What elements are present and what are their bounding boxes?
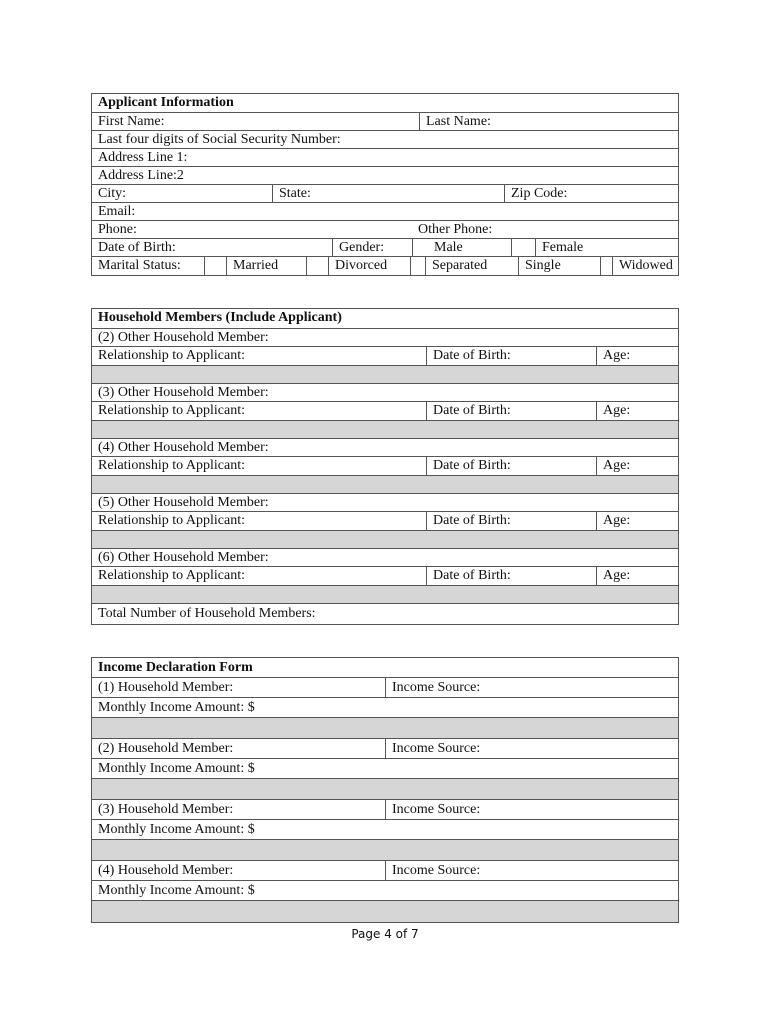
shaded-separator [92,531,678,549]
date-of-birth-field[interactable]: Date of Birth: [98,240,176,255]
income-member-row [92,678,678,698]
name-row [92,113,678,131]
shaded-separator [92,421,678,439]
household-member-field[interactable]: (3) Household Member: [98,802,234,817]
household-member-field[interactable]: (1) Household Member: [98,680,234,695]
relationship-field[interactable]: Relationship to Applicant: [98,403,245,418]
phone-row [92,221,678,239]
page-number: Page 4 of 7 [351,927,419,941]
income-source-field[interactable]: Income Source: [385,800,680,819]
separated-checkbox[interactable] [410,257,425,275]
monthly-income-row [92,881,678,901]
relationship-field[interactable]: Relationship to Applicant: [98,348,245,363]
member-age-field[interactable]: Age: [596,512,680,530]
address-line-2-field[interactable]: Address Line:2 [98,168,184,183]
city-state-zip-row [92,185,678,203]
shaded-separator [92,779,678,800]
income-member-row [92,861,678,881]
household-member-row [92,439,678,457]
household-member-field[interactable]: (4) Other Household Member: [98,440,269,455]
email-field[interactable]: Email: [98,204,136,219]
member-dob-field[interactable]: Date of Birth: [426,347,596,365]
marital-status-row [92,257,678,275]
male-label: Male [434,240,463,255]
monthly-income-field[interactable]: Monthly Income Amount: $ [98,700,255,715]
household-member-row [92,329,678,347]
relationship-row [92,402,678,421]
total-household-members-field[interactable]: Total Number of Household Members: [98,606,316,621]
monthly-income-row [92,820,678,840]
female-label: Female [535,239,684,256]
income-header-row [92,658,678,678]
single-checkbox[interactable] [600,257,612,275]
address1-row [92,149,678,167]
relationship-field[interactable]: Relationship to Applicant: [98,568,245,583]
ssn-field[interactable]: Last four digits of Social Security Number: [98,132,341,147]
applicant-header-row [92,94,678,113]
member-age-field[interactable]: Age: [596,457,680,475]
member-dob-field[interactable]: Date of Birth: [426,402,596,420]
gender-label: Gender: [332,239,412,256]
male-checkbox[interactable] [412,239,428,256]
income-source-field[interactable]: Income Source: [385,678,680,697]
phone-field[interactable]: Phone: [98,222,137,237]
household-member-field[interactable]: (2) Other Household Member: [98,330,269,345]
shaded-separator [92,366,678,384]
separated-label: Separated [425,257,518,275]
household-section-title: Household Members (Include Applicant) [98,310,342,325]
relationship-field[interactable]: Relationship to Applicant: [98,513,245,528]
shaded-separator [92,840,678,861]
member-age-field[interactable]: Age: [596,567,680,585]
income-member-row [92,739,678,759]
dob-gender-row [92,239,678,257]
zip-code-field[interactable]: Zip Code: [504,185,680,202]
member-age-field[interactable]: Age: [596,347,680,365]
household-member-field[interactable]: (6) Other Household Member: [98,550,269,565]
relationship-row [92,567,678,586]
city-field[interactable]: City: [98,186,127,201]
relationship-row [92,347,678,366]
marital-status-label: Marital Status: [98,258,181,273]
household-member-row [92,494,678,512]
widowed-label: Widowed [612,257,680,275]
household-member-field[interactable]: (2) Household Member: [98,741,234,756]
income-section-title: Income Declaration Form [98,660,253,675]
female-checkbox[interactable] [511,239,535,256]
address-line-1-field[interactable]: Address Line 1: [98,150,188,165]
household-member-field[interactable]: (5) Other Household Member: [98,495,269,510]
member-age-field[interactable]: Age: [596,402,680,420]
total-members-row [92,604,678,624]
email-row [92,203,678,221]
household-header-row [92,309,678,329]
income-declaration-table [91,657,679,923]
applicant-information-table [91,93,679,276]
income-source-field[interactable]: Income Source: [385,861,680,880]
last-name-field[interactable]: Last Name: [419,113,680,130]
applicant-section-title: Applicant Information [98,95,234,110]
income-member-row [92,800,678,820]
monthly-income-field[interactable]: Monthly Income Amount: $ [98,822,255,837]
member-dob-field[interactable]: Date of Birth: [426,567,596,585]
household-member-row [92,384,678,402]
married-checkbox[interactable] [204,257,226,275]
relationship-row [92,457,678,476]
monthly-income-row [92,698,678,718]
other-phone-field[interactable]: Other Phone: [418,222,493,237]
income-source-field[interactable]: Income Source: [385,739,680,758]
shaded-separator [92,586,678,604]
household-members-table [91,308,679,625]
shaded-separator [92,476,678,494]
divorced-checkbox[interactable] [306,257,328,275]
monthly-income-field[interactable]: Monthly Income Amount: $ [98,761,255,776]
married-label: Married [226,257,306,275]
address2-row [92,167,678,185]
household-member-row [92,549,678,567]
monthly-income-row [92,759,678,779]
relationship-field[interactable]: Relationship to Applicant: [98,458,245,473]
member-dob-field[interactable]: Date of Birth: [426,512,596,530]
relationship-row [92,512,678,531]
divorced-label: Divorced [328,257,410,275]
state-field[interactable]: State: [272,185,504,202]
member-dob-field[interactable]: Date of Birth: [426,457,596,475]
household-member-field[interactable]: (3) Other Household Member: [98,385,269,400]
first-name-field[interactable]: First Name: [98,114,165,129]
ssn-row [92,131,678,149]
monthly-income-field[interactable]: Monthly Income Amount: $ [98,883,255,898]
shaded-separator [92,901,678,922]
single-label: Single [518,257,600,275]
household-member-field[interactable]: (4) Household Member: [98,863,234,878]
shaded-separator [92,718,678,739]
